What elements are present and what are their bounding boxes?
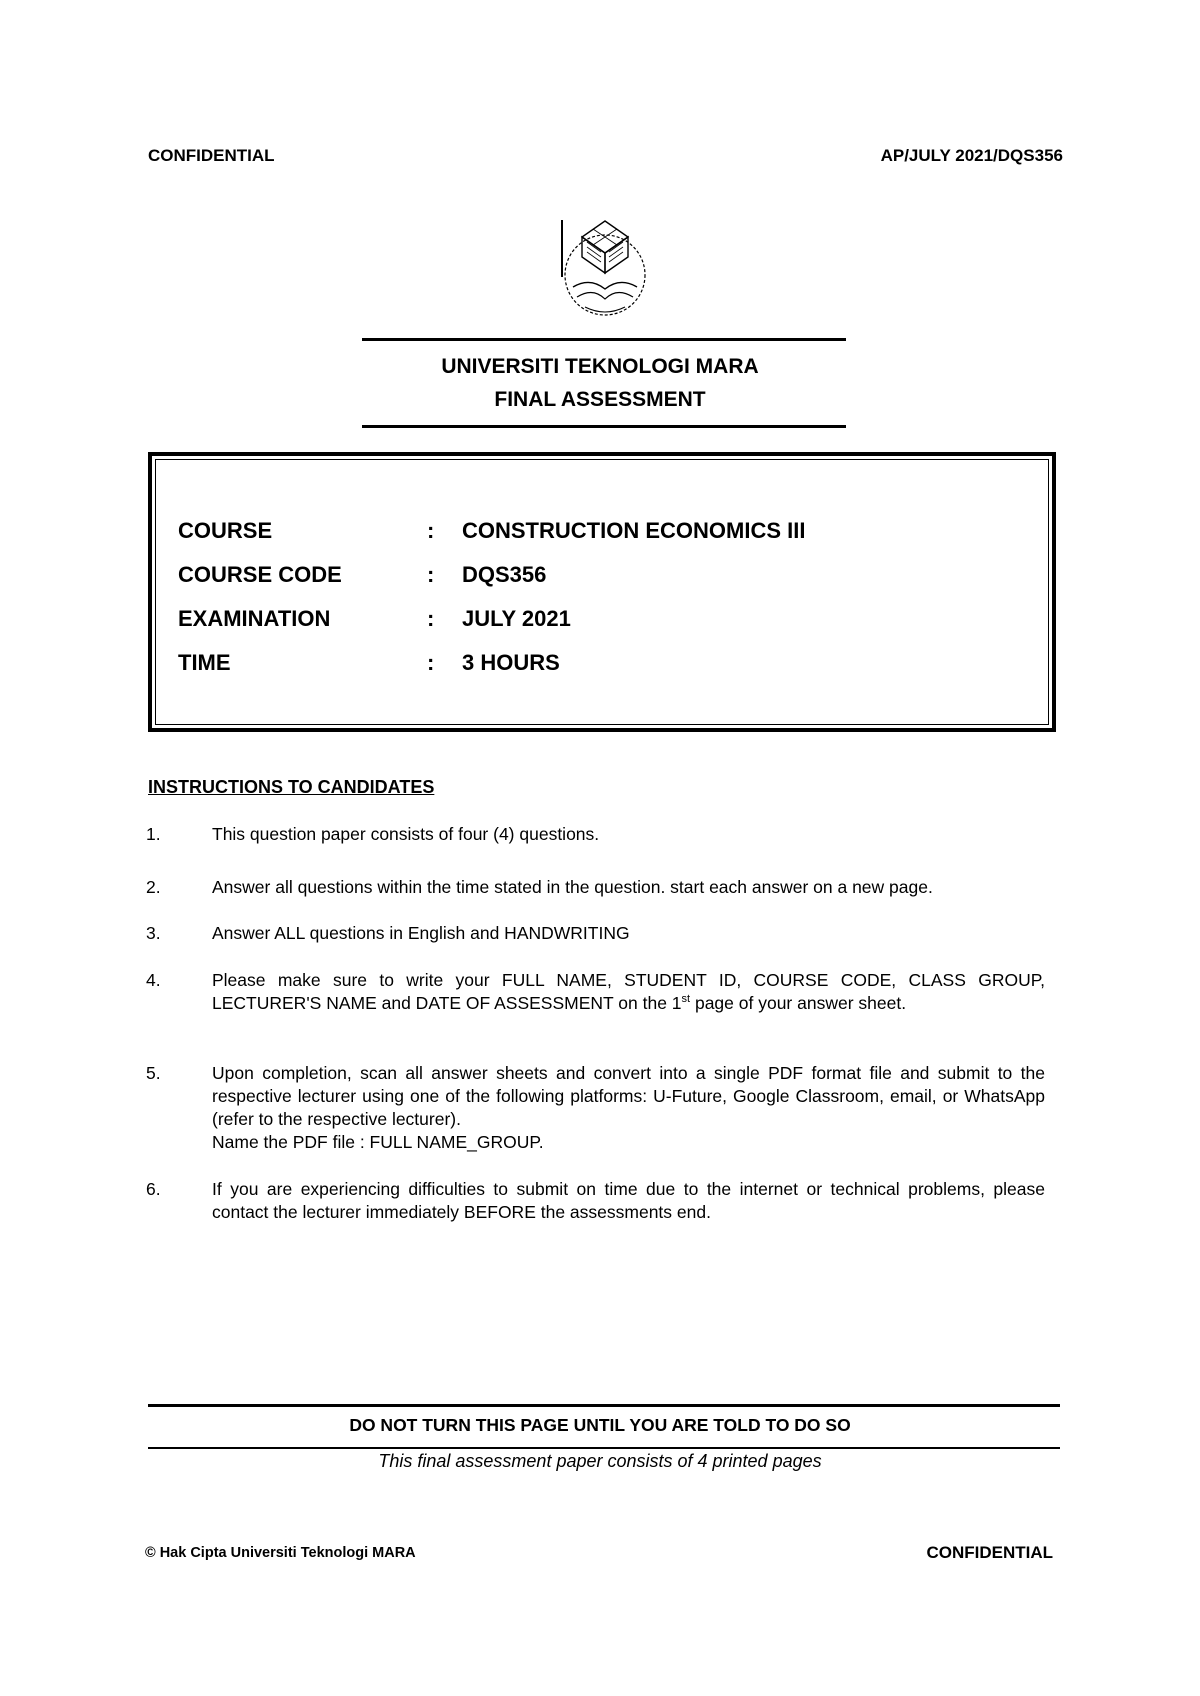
time-colon: : bbox=[427, 650, 435, 675]
university-name: UNIVERSITI TEKNOLOGI MARA bbox=[441, 355, 759, 378]
instruction-number: 6. bbox=[146, 1179, 161, 1199]
warning-bottom-rule bbox=[148, 1447, 1060, 1449]
instruction-number: 2. bbox=[146, 877, 161, 897]
printed-pages-note: This final assessment paper consists of 4 printed pages bbox=[378, 1451, 822, 1471]
header-confidential: CONFIDENTIAL bbox=[148, 146, 275, 165]
do-not-turn-warning: DO NOT TURN THIS PAGE UNTIL YOU ARE TOLD TO DO SO bbox=[349, 1415, 851, 1435]
course-value: CONSTRUCTION ECONOMICS III bbox=[462, 518, 806, 543]
instruction-text: This question paper consists of four (4) questions. bbox=[212, 824, 600, 844]
instruction-text: If you are experiencing difficulties to submit on time due to the internet or technical problems, please contact the lecturer immediately BEFORE the assessments end. bbox=[212, 1179, 1045, 1222]
copyright-footer: © Hak Cipta Universiti Teknologi MARA bbox=[145, 1545, 416, 1561]
instruction-text: Please make sure to write your FULL NAME, STUDENT ID, COURSE CODE, CLASS GROUP, LECTURER'S NAME and DATE OF ASSESSMENT on the 1st page of your answer sheet. bbox=[212, 970, 1045, 1013]
course-code-value: DQS356 bbox=[462, 562, 547, 587]
pdf-filename-note: Name the PDF file : FULL NAME_GROUP. bbox=[212, 1132, 544, 1152]
assessment-title: FINAL ASSESSMENT bbox=[494, 388, 706, 411]
warning-top-rule bbox=[148, 1404, 1060, 1407]
instructions-title: INSTRUCTIONS TO CANDIDATES bbox=[148, 777, 435, 797]
instruction-text: Upon completion, scan all answer sheets and convert into a single PDF format file and submit to the respective lecturer using one of the following platforms: U-Future, Google Classroom, email, or WhatsApp (refer to the respective lecturer). Name the PDF file : FULL NAME_GROUP. bbox=[212, 1063, 1045, 1152]
course-colon: : bbox=[427, 518, 435, 543]
title-top-rule bbox=[362, 338, 846, 341]
examination-colon: : bbox=[427, 606, 435, 631]
time-label: TIME bbox=[178, 650, 231, 675]
instruction-text: Answer ALL questions in English and HANDWRITING bbox=[212, 923, 630, 943]
university-crest-logo bbox=[555, 215, 655, 325]
course-code-colon: : bbox=[427, 562, 435, 587]
course-code-label: COURSE CODE bbox=[178, 562, 342, 587]
instruction-number: 5. bbox=[146, 1063, 161, 1083]
header-paper-code: AP/JULY 2021/DQS356 bbox=[880, 146, 1063, 165]
instruction-text: Answer all questions within the time stated in the question. start each answer on a new page. bbox=[212, 877, 933, 897]
footer-confidential: CONFIDENTIAL bbox=[926, 1543, 1053, 1562]
instruction-number: 1. bbox=[146, 824, 161, 844]
instruction-number: 4. bbox=[146, 970, 161, 990]
examination-value: JULY 2021 bbox=[462, 606, 571, 631]
ordinal-suffix: st bbox=[681, 993, 691, 1006]
course-info-box bbox=[148, 452, 1056, 732]
title-bottom-rule bbox=[362, 425, 846, 428]
time-value: 3 HOURS bbox=[462, 650, 560, 675]
examination-label: EXAMINATION bbox=[178, 606, 331, 631]
instruction-number: 3. bbox=[146, 923, 161, 943]
course-label: COURSE bbox=[178, 518, 273, 543]
